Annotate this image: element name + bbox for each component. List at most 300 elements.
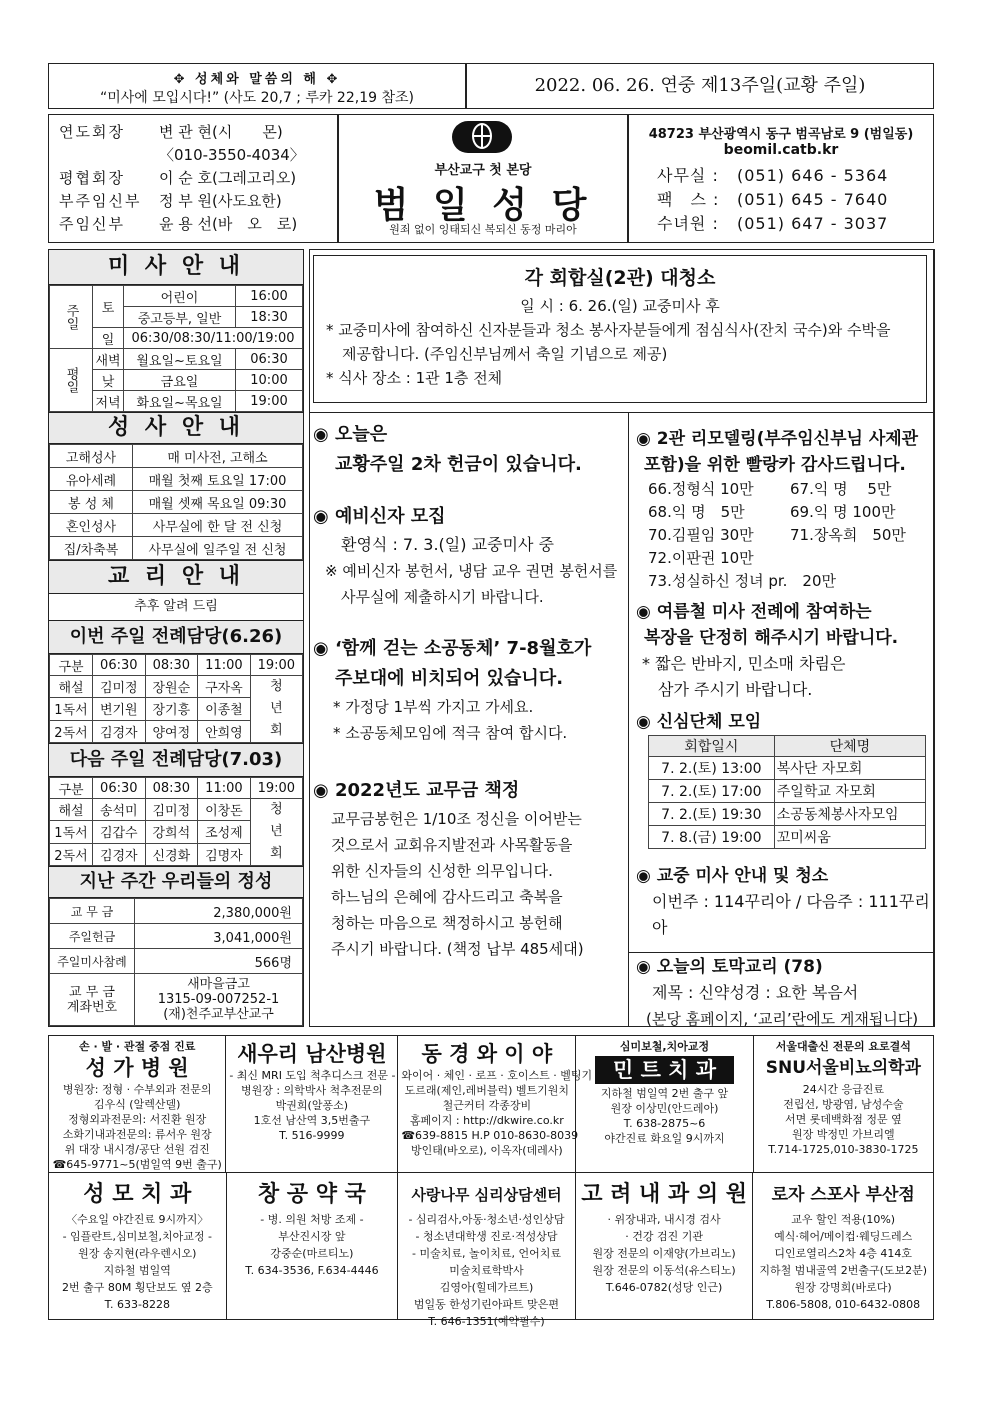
donor-entry: 68.익 명 5만 (648, 503, 745, 521)
staff-name: 이 순 호(그레고리오) (159, 169, 297, 187)
donor-entry: 72.이판권 10만 (648, 549, 754, 567)
liturgy-next-youth-char: 청 (270, 802, 283, 817)
liturgy-this-cell: 양여정 (145, 720, 198, 742)
phone-number[interactable]: (051) 647 - 3037 (737, 214, 889, 233)
ad-card (754, 1036, 933, 1172)
dress-bullet-1: * 짧은 반바지, 민소매 차림은 (642, 654, 846, 673)
ad-line: 부산진시장 앞 (278, 1230, 346, 1243)
liturgy-next-cell: 이창돈 (198, 799, 251, 821)
mass-time: 06:30 (236, 349, 303, 370)
account-line: 1315-09-007252-1 (157, 992, 280, 1007)
mass-table (49, 285, 303, 412)
staff-name: 정 부 원(사도요한) (159, 192, 282, 210)
sacrament-name: 유아세례 (50, 468, 133, 491)
ad-name: 창 공 약 국 (257, 1182, 366, 1207)
ad-line: - 최신 MRI 도입 척추디스크 전문 - (229, 1069, 396, 1082)
ad-tagline: 서울대출신 전문의 요로결석 (775, 1040, 911, 1053)
date-line: 2022. 06. 26. 연중 제13주일(교황 주일) (534, 75, 866, 96)
offering-row (50, 924, 303, 949)
notice-box-top-outer (309, 249, 934, 250)
ad-line: 병원장: 정형 · 수부외과 전문의 (62, 1083, 212, 1096)
sacrament-info: 매월 셋째 목요일 09:30 (133, 491, 303, 514)
ad-line: 원장 이상민(안드레아) (610, 1102, 719, 1115)
staff-name: 〈010-3550-4034〉 (159, 146, 305, 164)
liturgy-this-header-cell: 08:30 (145, 655, 198, 676)
mass-day: 저녁 (93, 391, 124, 412)
offering-row (50, 949, 303, 974)
ad-line: 2번 출구 80M 횡단보도 옆 2층 (61, 1281, 213, 1294)
ad-card (49, 1173, 227, 1319)
ad-line: 소화기내과전문의: 류서우 원장 (62, 1128, 212, 1141)
group-date: 7. 8.(금) 19:00 (649, 826, 775, 849)
header-motto-box (48, 63, 466, 109)
ad-line: 지하철 범내골역 2번출구(도보2분) (759, 1264, 928, 1277)
liturgy-next-header-cell: 08:30 (145, 778, 198, 799)
liturgy-this-youth (250, 676, 302, 743)
column-divider (628, 412, 629, 1026)
mass-what: 중고등부, 일반 (124, 307, 236, 328)
liturgy-this-cell: 구자옥 (198, 676, 251, 698)
catechism-box (636, 954, 932, 1028)
sacrament-name: 집/차축복 (50, 537, 133, 560)
ad-line: 서면 롯데백화점 정문 옆 (784, 1113, 902, 1126)
ad-card (753, 1173, 933, 1319)
weekday-label: 평일 (50, 349, 93, 412)
liturgy-this-cell: 이종철 (198, 698, 251, 720)
ad-tagline: 심미보철,치아교정 (619, 1040, 710, 1053)
liturgy-next-cell: 김갑수 (93, 821, 146, 843)
liturgy-next-row (50, 799, 303, 821)
sacrament-row (50, 537, 303, 560)
catechism-divider (628, 952, 934, 953)
liturgy-next-header-cell: 구분 (50, 778, 93, 799)
tithe-line: 위한 신자들의 신성한 의무입니다. (331, 862, 553, 880)
sacrament-row (50, 468, 303, 491)
liturgy-next-table (49, 777, 303, 866)
ad-card (49, 1036, 226, 1172)
liturgy-this-youth-char: 년 (270, 701, 283, 716)
ad-line: - 심리검사,아동·청소년·성인상담 (408, 1213, 565, 1226)
phone-row (657, 164, 933, 188)
liturgy-this-header-cell: 구분 (50, 655, 93, 676)
parish-address: 48723 부산광역시 동구 범곡남로 9 (범일동) (648, 127, 914, 142)
staff-row (59, 190, 327, 213)
community-bullet-2: * 소공동체모임에 적극 참여 합시다. (333, 724, 568, 742)
sacrament-row (50, 514, 303, 537)
liturgy-next-cell: 조성제 (198, 821, 251, 843)
dress-title-1: ◉ 여름철 미사 전례에 참여하는 (636, 602, 872, 622)
liturgy-this-cell: 장원순 (145, 676, 198, 698)
ad-name: 로자 스포사 부산점 (771, 1185, 915, 1205)
parish-logo-box (338, 114, 628, 243)
staff-role: 부주임신부 (59, 192, 142, 210)
liturgy-this-title: 이번 주일 전례담당(6.26) (49, 620, 303, 654)
group-date: 7. 2.(토) 13:00 (649, 757, 775, 780)
parish-name: 범 일 성 당 (373, 185, 593, 226)
tithe-text (313, 806, 623, 962)
sacrament-info: 매 미사전, 고해소 (133, 445, 303, 468)
catechism-line-1: 제목 : 신약성경 : 요한 복음서 (652, 983, 859, 1002)
account-row (50, 974, 303, 1026)
liturgy-this-cell: 안희영 (198, 720, 251, 742)
ad-line: 원장 전문의 이동석(유스티노) (592, 1264, 736, 1277)
catechism-line-2: (본당 홈페이지, ‘교리’란에도 게재됩니다) (646, 1010, 919, 1028)
cleaning-duty-text: 이번주 : 114꾸리아 / 다음주 : 111꾸리아 (652, 892, 930, 937)
donor-entry: 69.익 명 100만 (790, 503, 896, 521)
groups-header (649, 736, 926, 757)
ads-section (48, 1035, 934, 1328)
mass-times: 06:30/08:30/11:00/19:00 (124, 328, 303, 349)
cleaning-title: 각 회합실(2관) 대청소 (524, 267, 716, 289)
cleaning-bullet-2: * 식사 장소 : 1관 1층 전체 (326, 369, 503, 387)
offering-label: 주일미사참례 (50, 949, 135, 974)
notices-left-column (313, 420, 623, 1020)
ad-line: 철근커터 각종장비 (442, 1099, 532, 1112)
staff-row (59, 121, 327, 144)
doctrine-title: 교 리 안 내 (49, 560, 303, 594)
mass-what: 금요일 (124, 370, 236, 391)
mass-time: 10:00 (236, 370, 303, 391)
ad-name: 성 모 치 과 (83, 1182, 192, 1207)
liturgy-this-youth-char: 회 (270, 723, 283, 738)
liturgy-this-header (50, 655, 303, 676)
ad-line: 24시간 응급진료 (802, 1083, 884, 1096)
ad-line: 정형외과전문의: 서진환 원장 (68, 1113, 207, 1126)
community-title-1: ◉ ‘함께 걷는 소공동체’ 7-8월호가 (313, 638, 592, 659)
parish-emblem-icon (452, 121, 512, 153)
staff-box (48, 114, 338, 243)
liturgy-next-youth-char: 년 (270, 824, 283, 839)
offering-label: 주일헌금 (50, 924, 135, 949)
ad-line: 원장 전문의 이재양(가브리노) (592, 1247, 736, 1260)
groups-row (649, 780, 926, 803)
mass-day: 낮 (93, 370, 124, 391)
liturgy-next-cell: 김미정 (145, 799, 198, 821)
ads-row-1 (49, 1036, 933, 1173)
groups-header-cell: 회합일시 (649, 736, 775, 757)
sacrament-table (49, 444, 303, 560)
ad-line: 김영아(힐데가르트) (439, 1281, 534, 1294)
sacrament-info: 사무실에 한 달 전 신청 (133, 514, 303, 537)
ad-line: T.806-5808, 010-6432-0808 (766, 1298, 921, 1311)
liturgy-next-header-cell: 06:30 (93, 778, 146, 799)
offering-value: 3,041,000원 (135, 924, 303, 949)
ad-line: ☎645-9771~5(범일역 9번 출구) (52, 1158, 222, 1171)
ad-line: 방인태(바오로), 이옥자(데레사) (411, 1144, 563, 1157)
phone-row (657, 212, 933, 236)
ad-line: - 병. 의원 처방 조제 - (260, 1213, 364, 1226)
donor-row (648, 501, 932, 524)
offering-label: 교 무 금 (50, 899, 135, 924)
staff-role: 주임신부 (59, 215, 125, 233)
groups-row (649, 826, 926, 849)
donor-entry: 66.정형식 10만 (648, 480, 754, 498)
account-value (135, 974, 303, 1026)
header-date-box (466, 63, 934, 109)
ad-tagline: 손 · 발 · 관절 중점 진료 (79, 1040, 196, 1053)
ad-card (398, 1036, 593, 1172)
liturgy-next-cell: 송석미 (93, 799, 146, 821)
dress-bullet-2: 삼가 주시기 바랍니다. (658, 680, 813, 699)
liturgy-next-header (50, 778, 303, 799)
group-name: 소공동체봉사자모임 (774, 803, 925, 826)
tithe-line: 교무금봉헌은 1/10조 정신을 이어받는 (331, 810, 582, 828)
ad-line: 지하철 범일역 (103, 1264, 171, 1277)
offering-table (49, 898, 303, 1026)
mass-day: 토 (93, 286, 124, 328)
ad-line: 홈페이지 : http://dkwire.co.kr (409, 1114, 564, 1127)
mass-day: 새벽 (93, 349, 124, 370)
donor-row (648, 478, 932, 501)
ad-line: 전립선, 방광염, 남성수술 (783, 1098, 904, 1111)
parish-subtitle: 부산교구 첫 본당 (434, 163, 532, 178)
ad-line: - 청소년대학생 진로·적성상담 (415, 1230, 558, 1243)
ad-line: 미술치료학박사 (449, 1264, 524, 1277)
staff-role (59, 144, 159, 167)
mass-title: 미 사 안 내 (49, 250, 303, 285)
liturgy-next-cell: 신경화 (145, 843, 198, 865)
ad-name: 새우리 남산병원 (237, 1042, 387, 1066)
phone-label: 팩 스 : (657, 190, 720, 209)
donor-row (648, 570, 932, 593)
ad-line: 와이어 · 체인 · 로프 · 호이스트 · 벨팅기 (401, 1069, 593, 1082)
ad-line: T. 646-1351(예약필수) (428, 1315, 545, 1328)
ad-line: · 건강 검진 기관 (625, 1230, 703, 1243)
ad-line: 〈수요일 야간진료 9시까지〉 (66, 1213, 209, 1226)
liturgy-this-cell: 1독서 (50, 698, 93, 720)
staff-name: 윤 용 선(바 오 로) (159, 215, 298, 233)
catechumen-note-1: ※ 예비신자 봉헌서, 냉담 교우 권면 봉헌서를 (325, 562, 618, 580)
ad-card (398, 1173, 576, 1328)
sacrament-name: 혼인성사 (50, 514, 133, 537)
notice-box-right (933, 249, 935, 1027)
group-name: 꼬미씨움 (774, 826, 925, 849)
staff-row (59, 213, 327, 236)
account-label: 교 무 금 계좌번호 (50, 974, 135, 1026)
liturgy-next-youth-char: 회 (270, 846, 283, 861)
groups-row (649, 757, 926, 780)
liturgy-this-row (50, 676, 303, 698)
ads-row-2 (49, 1173, 933, 1328)
sacrament-title: 성 사 안 내 (49, 412, 303, 444)
liturgy-next-header-cell: 19:00 (250, 778, 302, 799)
groups-header-cell: 단체명 (774, 736, 925, 757)
ad-line: 원장 송지현(라우렌시오) (78, 1247, 197, 1260)
mass-what: 월요일~토요일 (124, 349, 236, 370)
cleaning-time: 일 시 : 6. 26.(일) 교중미사 후 (520, 297, 720, 315)
offering-row (50, 899, 303, 924)
ad-line: 1호선 남산역 3,5번출구 (253, 1114, 371, 1127)
remodel-title-1: ◉ 2관 리모델링(부주임신부님 사제관 (636, 429, 919, 449)
offering-value: 566명 (135, 949, 303, 974)
group-name: 주일학교 자모회 (774, 780, 925, 803)
ad-line: 교우 할인 적용(10%) (791, 1213, 896, 1226)
liturgy-this-header-cell: 19:00 (250, 655, 302, 676)
contact-box (628, 114, 934, 243)
liturgy-next-cell: 김명자 (198, 843, 251, 865)
mass-day: 일 (93, 328, 124, 349)
ad-name: 동 경 와 이 야 (421, 1042, 553, 1066)
motto-title: ✥ 성체와 말씀의 해 ✥ (173, 72, 341, 87)
ad-line: 병원장 : 의학박사 척추전문의 (240, 1084, 383, 1097)
staff-name: 변 관 현(시 몬) (159, 123, 283, 141)
catechumen-title: ◉ 예비신자 모집 (313, 506, 446, 527)
group-date: 7. 2.(토) 19:30 (649, 803, 775, 826)
liturgy-next-cell: 해설 (50, 799, 93, 821)
mass-row (50, 349, 303, 370)
ad-line: T. 633-8228 (104, 1298, 170, 1311)
liturgy-this-header-cell: 11:00 (198, 655, 251, 676)
liturgy-next-cell: 1독서 (50, 821, 93, 843)
remodel-title-2: 포함)을 위한 빨랑카 감사드립니다. (644, 455, 906, 475)
group-date: 7. 2.(토) 17:00 (649, 780, 775, 803)
cleaning-bullet-1b: 제공합니다. (주임신부님께서 축일 기념으로 제공) (342, 345, 668, 363)
staff-list (59, 121, 327, 236)
ad-line: T.646-0782(성당 인근) (605, 1281, 723, 1294)
ad-line: 원장 강명희(바로다) (794, 1281, 892, 1294)
staff-role: 평협회장 (59, 169, 125, 187)
donor-entry: 73.성실하신 정녀 pr. 20만 (648, 572, 836, 590)
liturgy-this-cell: 변기원 (93, 698, 146, 720)
offering-title: 지난 주간 우리들의 정성 (49, 866, 303, 898)
donor-row (648, 524, 932, 547)
sacrament-info: 매월 첫째 토요일 17:00 (133, 468, 303, 491)
notice-box-top (309, 412, 934, 413)
liturgy-next-youth (250, 799, 302, 866)
ad-line: 강중순(마르티노) (270, 1247, 354, 1260)
mass-row (50, 286, 303, 307)
groups-title: ◉ 신심단체 모임 (636, 712, 762, 732)
liturgy-this-youth-char: 청 (270, 679, 283, 694)
community-bullet-1: * 가정당 1부씩 가지고 가세요. (333, 698, 534, 716)
ad-line: 박권희(알퐁소) (275, 1099, 349, 1112)
motto-text: “미사에 모입시다!” (사도 20,7 ; 루카 22,19 참조) (100, 90, 414, 106)
community-title-2: 주보대에 비치되어 있습니다. (335, 668, 564, 689)
ad-card (576, 1173, 754, 1319)
mass-time: 19:00 (236, 391, 303, 412)
liturgy-this-table (49, 654, 303, 743)
ad-line: 범일동 한성기린아파트 맞은편 (413, 1298, 560, 1311)
groups-table (648, 735, 926, 849)
notices-right-column (636, 426, 932, 1026)
left-column (48, 249, 304, 1027)
donor-list (636, 478, 932, 593)
sacrament-name: 고해성사 (50, 445, 133, 468)
group-name: 복사단 자모회 (774, 757, 925, 780)
donor-entry: 70.김필임 30만 (648, 526, 754, 544)
ad-line: 도르래(제인,레버블럭) 벨트기원치 (404, 1084, 570, 1097)
liturgy-next-cell: 2독서 (50, 843, 93, 865)
ad-line: 야간진료 화요일 9시까지 (604, 1132, 725, 1145)
mass-what: 어린이 (124, 286, 236, 307)
phone-row (657, 188, 933, 212)
dress-title-2: 복장을 단정히 해주시기 바랍니다. (644, 628, 899, 648)
phone-number[interactable]: (051) 645 - 7640 (737, 190, 889, 209)
ad-card (227, 1173, 399, 1319)
staff-row (59, 144, 327, 167)
cleaning-bullet-1a: * 교중미사에 참여하신 신자분들과 청소 봉사자분들에게 점심식사(잔치 국수)와 수박을 (326, 321, 891, 339)
mass-what: 화요일~목요일 (124, 391, 236, 412)
ad-line: T. 516-9999 (279, 1129, 345, 1142)
liturgy-this-cell: 2독서 (50, 720, 93, 742)
ad-name: 고 려 내 과 의 원 (581, 1182, 747, 1207)
today-title: ◉ 오늘은 (313, 424, 388, 445)
ad-card (226, 1036, 398, 1172)
phone-list (629, 164, 933, 236)
doctrine-text: 추후 알려 드림 (134, 599, 218, 614)
weekend-label: 주일 (50, 286, 93, 349)
donor-entry: 71.장옥희 50만 (790, 526, 906, 544)
ad-line: · 위장내과, 내시경 검사 (607, 1213, 721, 1226)
liturgy-next-title: 다음 주일 전례담당(7.03) (49, 743, 303, 777)
parish-tagline: 원죄 없이 잉태되신 복되신 동정 마리아 (389, 223, 577, 236)
tithe-title: ◉ 2022년도 교무금 책정 (313, 780, 520, 801)
sacrament-name: 봉 성 체 (50, 491, 133, 514)
liturgy-this-cell: 김경자 (93, 720, 146, 742)
liturgy-this-header-cell: 06:30 (93, 655, 146, 676)
sacrament-row (50, 445, 303, 468)
ad-line: 김우식 (알렉산델) (93, 1098, 181, 1111)
liturgy-next-header-cell: 11:00 (198, 778, 251, 799)
notice-cleaning-box (313, 255, 927, 403)
catechumen-text: 환영식 : 7. 3.(일) 교중미사 중 (341, 535, 554, 554)
notice-box-left (309, 249, 310, 1027)
tithe-line: 청하는 마음으로 책정하시고 봉헌해 (331, 914, 563, 932)
phone-label: 사무실 : (657, 166, 719, 185)
ad-name: 사랑나무 심리상담센터 (411, 1186, 562, 1204)
liturgy-this-cell: 장기흥 (145, 698, 198, 720)
ad-line: ☎639-8815 H.P 010-8630-8039 (401, 1129, 579, 1142)
parish-website[interactable]: beomil.catb.kr (723, 142, 839, 158)
ad-line: 예식·헤어/메이컵·웨딩드레스 (774, 1230, 913, 1243)
ad-line: T. 634-3536, F.634-4446 (245, 1264, 379, 1277)
ad-line: 위 대장 내시경/공단 선원 검진 (64, 1143, 210, 1156)
phone-label: 수녀원 : (657, 214, 719, 233)
sacrament-info: 사무실에 일주일 전 신청 (133, 537, 303, 560)
donor-row (648, 547, 932, 570)
ad-line: 디인로열리스2차 4층 414호 (774, 1247, 912, 1260)
liturgy-this-cell: 해설 (50, 676, 93, 698)
donor-entry: 67.익 명 5만 (790, 480, 892, 498)
ad-line: 지하철 범일역 2번 출구 앞 (600, 1087, 729, 1100)
ad-name: SNU서울비뇨의학과 (765, 1058, 921, 1078)
phone-number[interactable]: (051) 646 - 5364 (737, 166, 889, 185)
mass-time: 18:30 (236, 307, 303, 328)
staff-role: 연도회장 (59, 123, 125, 141)
account-line: 새마을금고 (187, 977, 250, 992)
staff-row (59, 167, 327, 190)
ad-line: 원장 박정민 가브리엘 (792, 1128, 895, 1141)
liturgy-next-cell: 김경자 (93, 843, 146, 865)
tithe-line: 하느님의 은혜에 감사드리고 축복을 (331, 888, 563, 906)
offering-value: 2,380,000원 (135, 899, 303, 924)
cleaning-duty-title: ◉ 교중 미사 안내 및 청소 (636, 866, 829, 886)
ad-name: 성 가 병 원 (85, 1056, 189, 1080)
sacrament-row (50, 491, 303, 514)
ad-line: - 미술치료, 놀이치료, 언어치료 (412, 1247, 561, 1260)
ad-card (576, 1036, 753, 1172)
ad-line: T.714-1725,010-3830-1725 (768, 1143, 919, 1156)
liturgy-next-cell: 강희석 (145, 821, 198, 843)
ad-line: T. 638-2875~6 (623, 1117, 706, 1130)
tithe-line: 주시기 바랍니다. (책정 납부 485세대) (331, 940, 584, 958)
groups-row (649, 803, 926, 826)
ad-name: 민 트 치 과 (595, 1056, 733, 1084)
tithe-line: 것으로서 교회유지발전과 사목활동을 (331, 836, 573, 854)
catechism-title: ◉ 오늘의 토막교리 (78) (636, 957, 823, 977)
catechumen-note-2: 사무실에 제출하시기 바랍니다. (341, 588, 544, 606)
mass-time: 16:00 (236, 286, 303, 307)
